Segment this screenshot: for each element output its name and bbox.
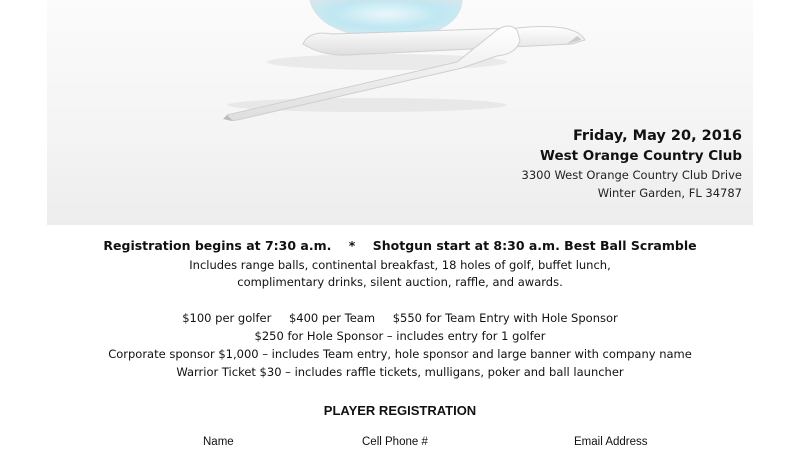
price-per-team: $400 per Team — [288, 311, 376, 325]
price-warrior-ticket: Warrior Ticket $30 – includes raffle tickets, mulligans, poker and ball launcher — [176, 365, 624, 379]
player-registration-title: PLAYER REGISTRATION — [323, 403, 477, 418]
pricing-block — [0, 309, 800, 381]
event-info — [522, 126, 742, 202]
price-hole-sponsor: $250 for Hole Sponsor – includes entry for 1 golfer — [254, 329, 546, 343]
column-name: Name — [203, 436, 234, 448]
schedule-line — [0, 237, 800, 255]
price-corporate-sponsor: Corporate sponsor $1,000 – includes Team entry, hole sponsor and large banner with company name — [108, 347, 692, 361]
separator: * — [348, 238, 356, 253]
column-cell-phone: Cell Phone # — [362, 436, 428, 448]
event-venue: West Orange Country Club — [540, 148, 742, 164]
event-date: Friday, May 20, 2016 — [572, 128, 742, 144]
event-address-line2: Winter Garden, FL 34787 — [597, 186, 742, 200]
shotgun-start: Shotgun start at 8:30 a.m. Best Ball Scramble — [372, 238, 697, 253]
price-team-hole-sponsor: $550 for Team Entry with Hole Sponsor — [392, 311, 618, 325]
column-email: Email Address — [574, 436, 648, 448]
registration-time: Registration begins at 7:30 a.m. — [103, 238, 332, 253]
event-address-line1: 3300 West Orange Country Club Drive — [521, 168, 742, 182]
pricing-line1 — [0, 309, 800, 327]
includes-line2: complimentary drinks, silent auction, raffle, and awards. — [237, 275, 563, 289]
includes-line1: Includes range balls, continental breakfast, 18 holes of golf, buffet lunch, — [189, 258, 611, 272]
price-per-golfer: $100 per golfer — [182, 311, 272, 325]
includes-text — [0, 257, 800, 291]
